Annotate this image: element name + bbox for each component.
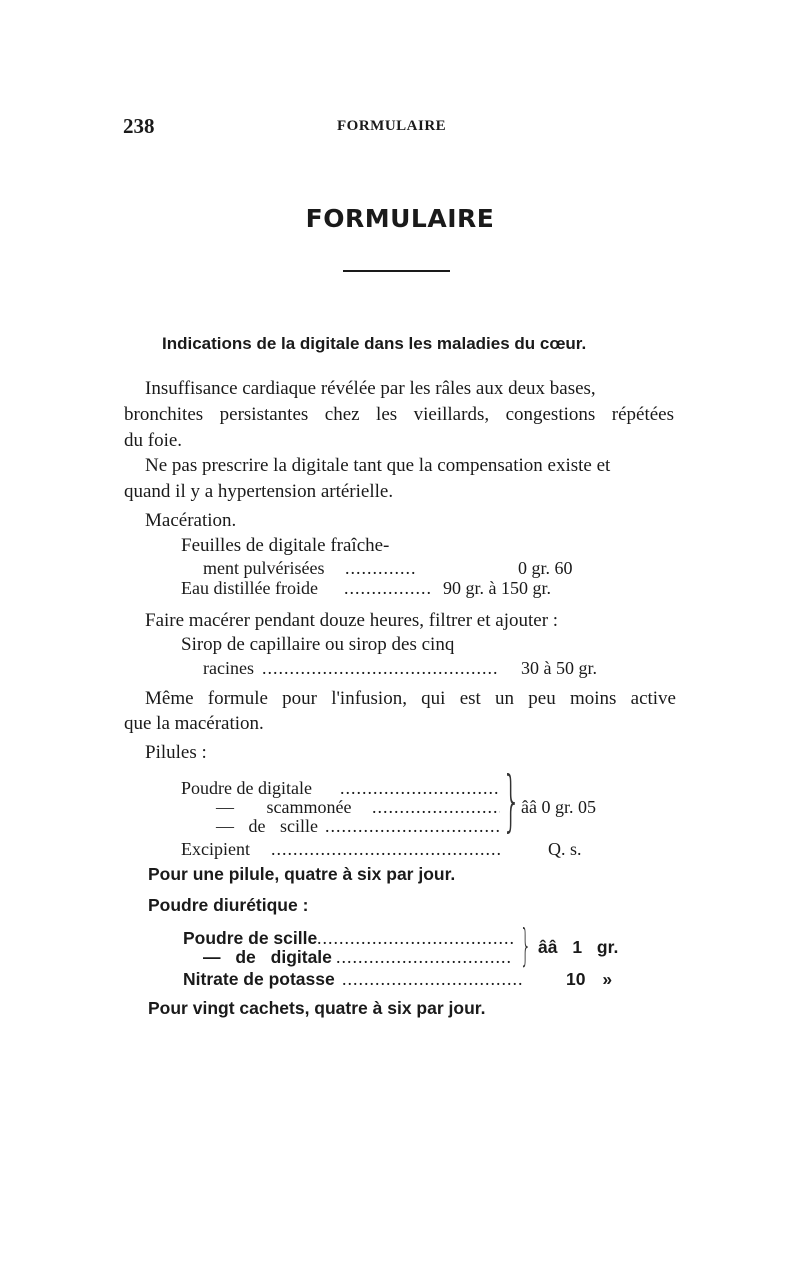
poudre-item-3-dose: 10 »	[566, 969, 613, 989]
contra-line-1: Ne pas prescrire la digitale tant que la compensation existe et	[145, 455, 611, 476]
leader-dots	[372, 797, 500, 818]
leader-dots	[271, 839, 500, 860]
poudre-heading: Poudre diurétique :	[148, 895, 309, 915]
leader-dots	[336, 947, 513, 968]
poudre-brace-dose: ââ 1 gr.	[538, 937, 619, 957]
pilules-excipient: Excipient	[181, 839, 250, 859]
page-number: 238	[123, 114, 155, 138]
pilules-excipient-dose: Q. s.	[548, 839, 582, 859]
page-title: FORMULAIRE	[305, 204, 495, 233]
leader-dots	[262, 658, 498, 679]
pilules-heading: Pilules :	[145, 742, 207, 763]
leader-dots	[317, 928, 513, 949]
contra-line-2: quand il y a hypertension artérielle.	[124, 481, 394, 502]
maceration-heading: Macération.	[145, 510, 237, 531]
maceration-item-1-line-2: ment pulvérisées	[203, 558, 325, 578]
maceration-instruction: Faire macérer pendant douze heures, filtrer et ajouter :	[145, 610, 559, 631]
maceration-item-1-line-1: Feuilles de digitale fraîche-	[181, 535, 390, 556]
maceration-item-2-dose: 90 gr. à 150 gr.	[443, 578, 551, 598]
intro-line-2: bronchites persistantes chez les vieillards, congestions répétées	[124, 404, 674, 425]
title-rule	[343, 270, 450, 272]
intro-line-1: Insuffisance cardiaque révélée par les râles aux deux bases,	[145, 378, 596, 399]
maceration-item-3-line-2: racines	[203, 658, 254, 678]
poudre-item-2: — de digitale	[203, 947, 332, 967]
pilules-item-1: Poudre de digitale	[181, 778, 312, 798]
brace-icon: }	[520, 920, 532, 971]
maceration-item-3-dose: 30 à 50 gr.	[521, 658, 597, 678]
pilules-item-3: — de scille	[216, 816, 318, 836]
leader-dots	[325, 816, 500, 837]
poudre-usage: Pour vingt cachets, quatre à six par jour.	[148, 998, 486, 1018]
poudre-item-3: Nitrate de potasse	[183, 969, 335, 989]
poudre-item-1: Poudre de scille	[183, 928, 318, 948]
intro-line-3: du foie.	[124, 430, 183, 451]
maceration-item-2: Eau distillée froide	[181, 578, 318, 598]
section-subtitle: Indications de la digitale dans les maladies du cœur.	[162, 334, 587, 353]
maceration-note-line-1: Même formule pour l'infusion, qui est un peu moins active	[145, 688, 676, 709]
maceration-note-line-2: que la macération.	[124, 713, 264, 734]
leader-dots	[345, 558, 415, 579]
pilules-usage: Pour une pilule, quatre à six par jour.	[148, 864, 456, 884]
running-head: FORMULAIRE	[337, 118, 447, 134]
brace-icon: }	[502, 762, 521, 839]
leader-dots	[344, 578, 430, 599]
leader-dots	[340, 778, 500, 799]
pilules-brace-dose: ââ 0 gr. 05	[521, 797, 596, 817]
leader-dots	[342, 969, 522, 990]
pilules-item-2: — scammonée	[216, 797, 352, 817]
maceration-item-1-dose: 0 gr. 60	[518, 558, 573, 578]
maceration-item-3-line-1: Sirop de capillaire ou sirop des cinq	[181, 634, 455, 655]
